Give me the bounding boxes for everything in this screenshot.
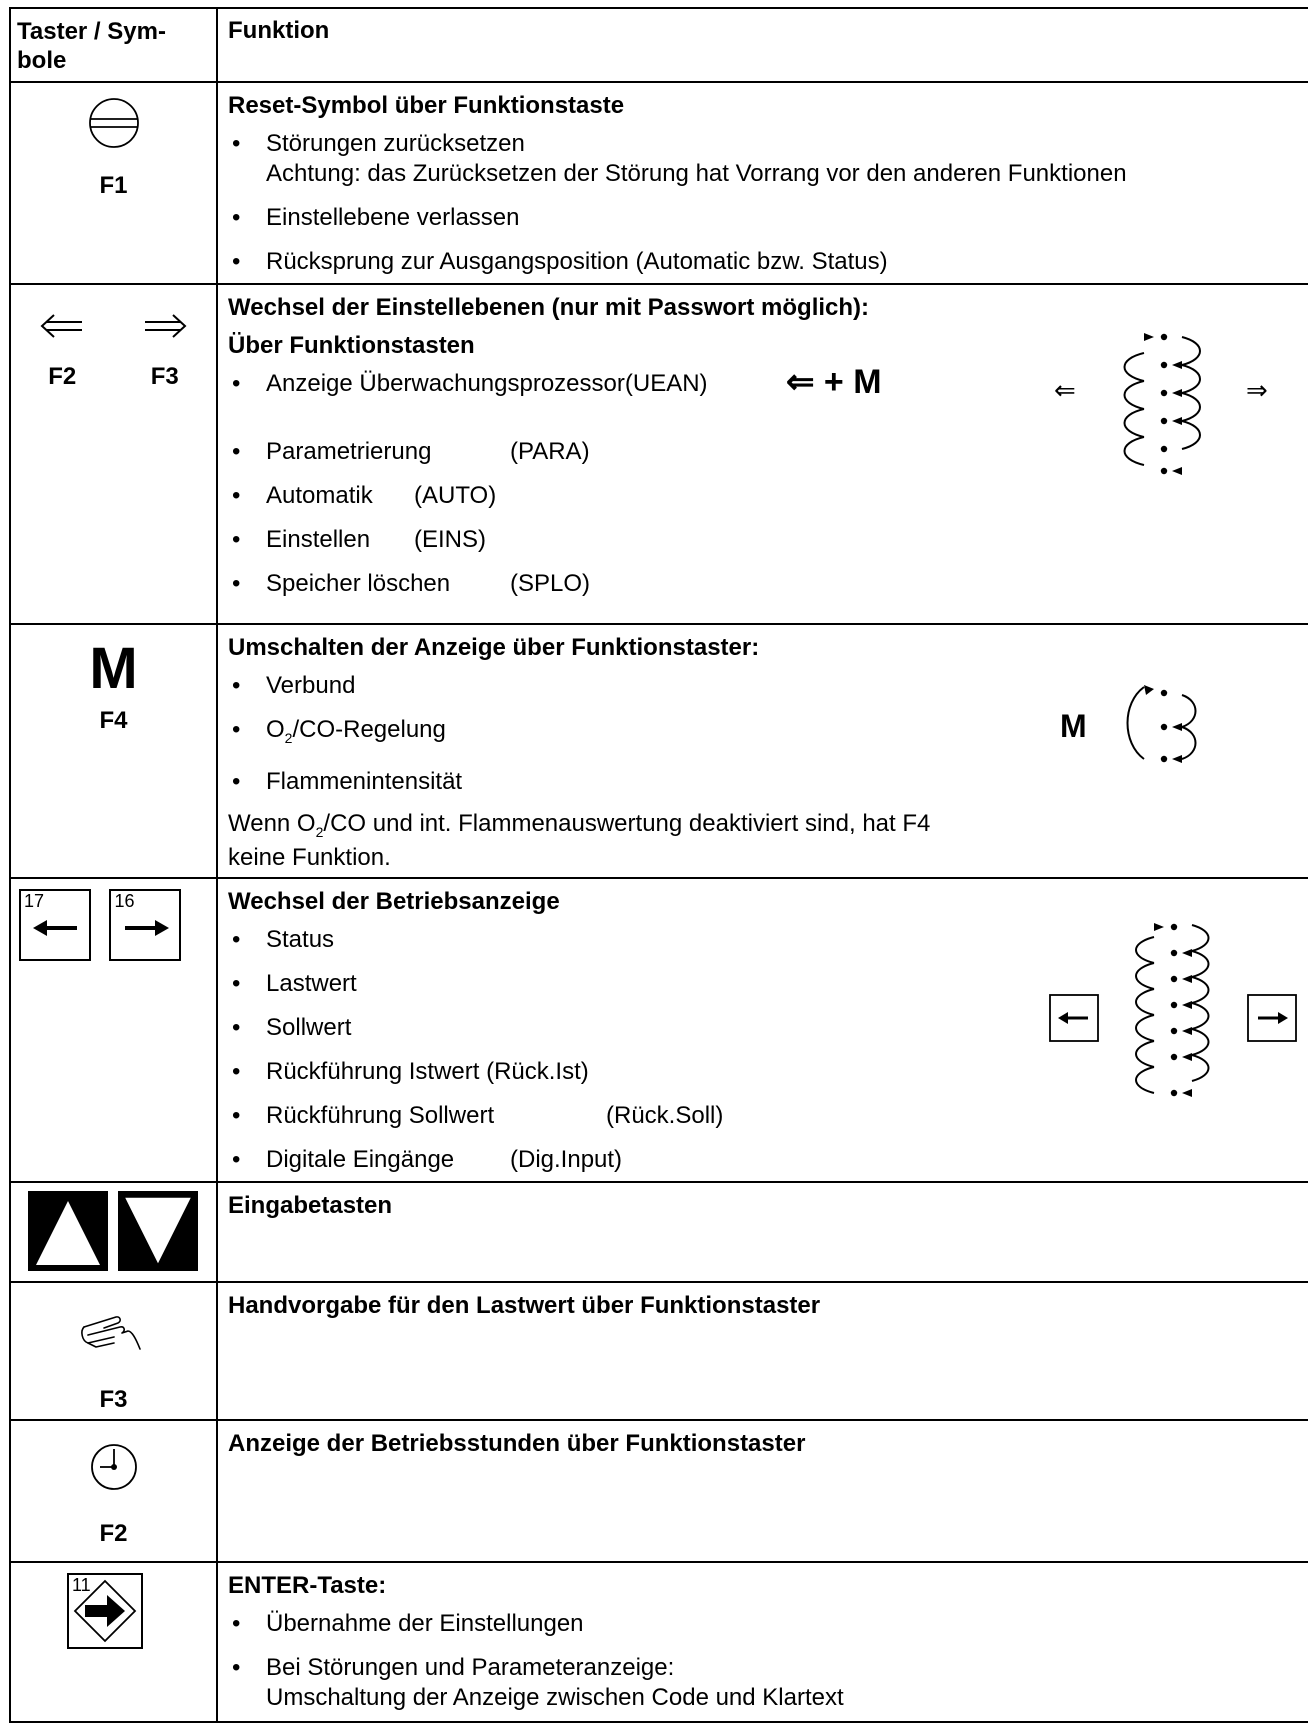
list-item: • Störungen zurücksetzen Achtung: das Zurücksetzen der Störung hat Vorrang vor den anderen Funktionen	[228, 129, 1301, 189]
input-function-cell	[217, 1182, 1308, 1282]
header-symbols	[10, 8, 217, 82]
input-title: Eingabetasten	[228, 1191, 393, 1219]
arrow-right-icon	[121, 913, 171, 943]
arrow-left-key[interactable]	[19, 889, 91, 961]
hours-key-label: F2	[99, 1519, 128, 1547]
list-item: • Parametrierung (PARA)	[228, 437, 1301, 467]
display-symbol-cell	[10, 624, 217, 878]
list-item: • Rückführung Sollwert (Rück.Soll)	[228, 1101, 1301, 1131]
levels-key-right: F3	[150, 363, 179, 390]
reset-title: Reset-Symbol über Funktionstaste	[228, 92, 625, 119]
input-symbol-cell	[10, 1182, 217, 1282]
uean-label: Anzeige Überwachungsprozessor(UEAN)	[266, 370, 708, 397]
hours-title: Anzeige der Betriebsstunden über Funktionstaster	[228, 1429, 806, 1457]
key-number-11: 11	[72, 1574, 91, 1595]
levels-title: Wechsel der Einstellebenen (nur mit Passwort möglich):	[228, 294, 870, 321]
double-arrow-left-icon	[40, 311, 84, 341]
operating-symbol-cell	[10, 878, 217, 1182]
reset-note: Achtung: das Zurücksetzen der Störung hat Vorrang vor den anderen Funktionen	[266, 160, 1127, 187]
list-item: • Übernahme der Einstellungen	[228, 1609, 1301, 1639]
table-row-manual	[10, 1282, 1308, 1420]
list-item: • Speicher löschen (SPLO)	[228, 569, 1301, 599]
reset-key-label: F1	[99, 172, 128, 199]
manual-function-cell	[217, 1282, 1308, 1420]
svg-text:⇒: ⇒	[1246, 375, 1268, 405]
list-item: • Bei Störungen und Parameteranzeige: Umschaltung der Anzeige zwischen Code und Klartext	[228, 1653, 1301, 1713]
svg-text:⇐: ⇐	[1054, 375, 1076, 405]
table-row-operating	[10, 878, 1308, 1182]
enter-title: ENTER-Taste:	[228, 1571, 387, 1599]
manual-symbol-cell	[10, 1282, 217, 1420]
hand-icon	[74, 1307, 154, 1357]
list-item: • Einstellebene verlassen	[228, 203, 1301, 233]
table-row-enter	[10, 1562, 1308, 1722]
m-key-symbol: M	[89, 636, 138, 701]
enter-arrow-icon	[69, 1575, 141, 1647]
arrow-left-icon	[31, 913, 81, 943]
list-item: • Automatik (AUTO)	[228, 481, 1301, 511]
up-down-keys	[28, 1191, 200, 1273]
reset-icon	[84, 93, 144, 153]
table-row-levels	[10, 284, 1308, 624]
display-cycle-diagram	[1048, 673, 1248, 773]
header-function	[217, 8, 1308, 82]
list-item: • Digitale Eingänge (Dig.Input)	[228, 1145, 1301, 1175]
table-header-row	[10, 8, 1308, 82]
enter-function-cell	[217, 1562, 1308, 1722]
clock-icon	[86, 1439, 142, 1495]
levels-key-left: F2	[48, 363, 77, 390]
key-function-table	[9, 7, 1308, 1723]
reset-symbol-cell	[10, 82, 217, 284]
list-item: • Einstellen (EINS)	[228, 525, 1301, 555]
display-title: Umschalten der Anzeige über Funktionstaster:	[228, 634, 760, 661]
table-row-display	[10, 624, 1308, 878]
display-function-cell	[217, 624, 1308, 878]
operating-title: Wechsel der Betriebsanzeige	[228, 887, 560, 915]
operating-function-cell	[217, 878, 1308, 1182]
key-number-17: 17	[24, 890, 45, 911]
enter-key[interactable]	[67, 1573, 143, 1649]
list-item: • Lastwert	[228, 969, 1301, 999]
list-item: • Sollwert	[228, 1013, 1301, 1043]
key-number-16: 16	[114, 890, 135, 911]
levels-symbol-cell	[10, 284, 217, 624]
header-col2: Funktion	[228, 17, 330, 44]
reset-function-cell	[217, 82, 1308, 284]
up-key[interactable]	[28, 1191, 108, 1271]
display-key-label: F4	[99, 707, 128, 734]
table-row-input	[10, 1182, 1308, 1282]
hours-symbol-cell	[10, 1420, 217, 1562]
list-item: • Verbund	[228, 671, 1301, 701]
hours-function-cell	[217, 1420, 1308, 1562]
down-key[interactable]	[118, 1191, 198, 1271]
levels-function-cell	[217, 284, 1308, 624]
manual-key-label: F3	[99, 1385, 128, 1413]
list-item: • $O_2/CO$-Regelung	[228, 715, 1301, 753]
enter-symbol-cell	[10, 1562, 217, 1722]
display-note: Wenn $O_2/CO$ und int. Flammenauswertung deaktiviert sind, hat F4 keine Funktion.	[228, 809, 931, 871]
diagram-m-label: M	[1060, 708, 1087, 744]
uean-combo: ⇐ + M	[786, 363, 882, 401]
table-row-hours	[10, 1420, 1308, 1562]
operating-cycle-diagram	[1048, 917, 1298, 1117]
list-item: • Rücksprung zur Ausgangsposition (Automatic bzw. Status)	[228, 247, 1301, 277]
list-item: • Rückführung Istwert (Rück.Ist)	[228, 1057, 1301, 1087]
table-row-reset	[10, 82, 1308, 284]
manual-title: Handvorgabe für den Lastwert über Funktionstaster	[228, 1291, 821, 1319]
arrow-right-key[interactable]	[109, 889, 181, 961]
double-arrow-right-icon	[143, 311, 187, 341]
list-item: • Flammenintensität	[228, 767, 1301, 797]
levels-cycle-diagram	[1048, 323, 1278, 483]
header-col1: Taster / Sym- bole	[17, 18, 166, 74]
list-item: • Status	[228, 925, 1301, 955]
levels-subtitle: Über Funktionstasten	[228, 332, 475, 359]
